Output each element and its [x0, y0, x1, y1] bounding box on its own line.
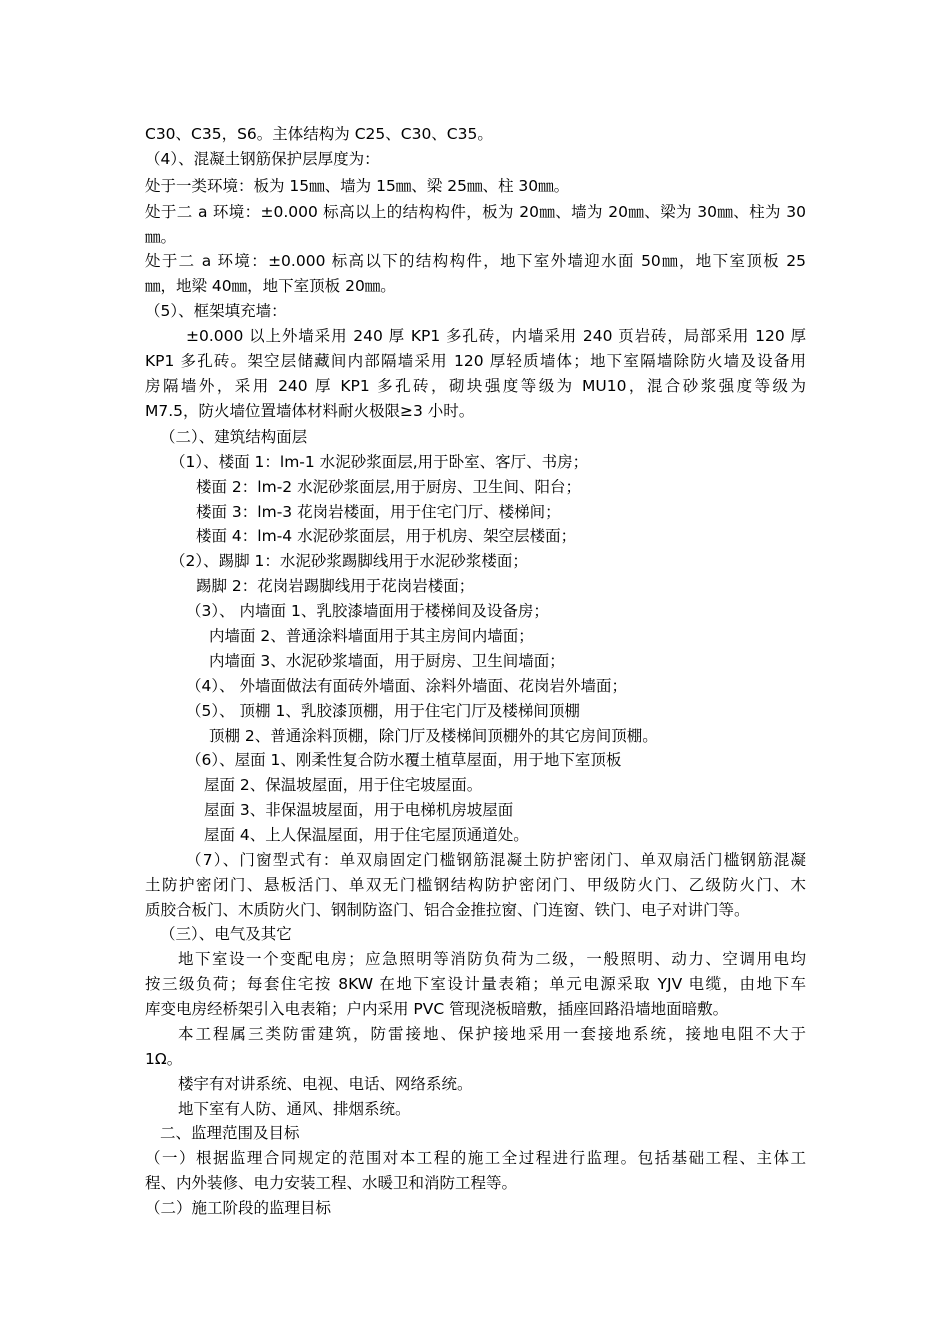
text-line: 处于二 a 环境：±0.000 标高以上的结构构件，板为 20㎜、墙为 20㎜、梁为 30㎜、柱为 30 — [145, 203, 806, 221]
text-line: 按三级负荷；每套住宅按 8KW 在地下室设计量表箱；单元电源采取 YJV 电缆，由地下车 — [145, 975, 806, 993]
text-line: ㎜，地梁 40㎜，地下室顶板 20㎜。 — [145, 277, 396, 295]
text-line: 楼宇有对讲系统、电视、电话、网络系统。 — [178, 1075, 473, 1093]
text-line: 顶棚 2、普通涂料顶棚，除门厅及楼梯间顶棚外的其它房间顶棚。 — [209, 727, 658, 745]
text-line: 房隔墙外，采用 240 厚 KP1 多孔砖，砌块强度等级为 MU10，混合砂浆强度等级为 — [145, 377, 806, 395]
text-line: （一）根据监理合同规定的范围对本工程的施工全过程进行监理。包括基础工程、主体工 — [145, 1149, 806, 1167]
text-line: （7）、门窗型式有：单双扇固定门槛钢筋混凝土防护密闭门、单双扇活门槛钢筋混凝 — [186, 851, 806, 869]
text-line: ±0.000 以上外墙采用 240 厚 KP1 多孔砖，内墙采用 240 页岩砖，局部采用 120 厚 — [186, 327, 806, 345]
text-line: C30、C35，S6。主体结构为 C25、C30、C35。 — [145, 125, 493, 143]
text-line: 本工程属三类防雷建筑，防雷接地、保护接地采用一套接地系统，接地电阻不大于 — [178, 1025, 806, 1043]
section-heading: 二、监理范围及目标 — [160, 1124, 300, 1142]
text-line: 处于二 a 环境：±0.000 标高以下的结构构件，地下室外墙迎水面 50㎜，地下室顶板 25 — [145, 252, 806, 270]
text-line: （4）、混凝土钢筋保护层厚度为： — [145, 150, 380, 168]
text-line: 踢脚 2：花岗岩踢脚线用于花岗岩楼面； — [196, 577, 475, 595]
text-line: KP1 多孔砖。架空层储藏间内部隔墙采用 120 厚轻质墙体；地下室隔墙除防火墙及设备用 — [145, 352, 806, 370]
text-line: 屋面 3、非保温坡屋面，用于电梯机房坡屋面 — [204, 801, 514, 819]
text-line: （6）、屋面 1、刚柔性复合防水覆土植草屋面，用于地下室顶板 — [186, 751, 622, 769]
text-line: ㎜。 — [145, 228, 177, 246]
text-line: （1）、楼面 1：lm-1 水泥砂浆面层,用于卧室、客厅、书房； — [170, 453, 589, 471]
text-line: M7.5，防火墙位置墙体材料耐火极限≥3 小时。 — [145, 402, 475, 420]
text-line: 楼面 4：lm-4 水泥砂浆面层，用于机房、架空层楼面； — [196, 527, 577, 545]
section-heading: （三）、电气及其它 — [160, 925, 292, 943]
section-heading: （二）施工阶段的监理目标 — [145, 1199, 332, 1217]
text-line: 楼面 2：lm-2 水泥砂浆面层,用于厨房、卫生间、阳台； — [196, 478, 582, 496]
text-line: 内墙面 2、普通涂料墙面用于其主房间内墙面； — [209, 627, 534, 645]
text-line: 地下室设一个变配电房；应急照明等消防负荷为二级，一般照明、动力、空调用电均 — [178, 950, 806, 968]
text-line: 质胶合板门、木质防火门、钢制防盗门、铝合金推拉窗、门连窗、铁门、电子对讲门等。 — [145, 901, 750, 919]
text-line: 屋面 2、保温坡屋面，用于住宅坡屋面。 — [204, 776, 483, 794]
text-line: 地下室有人防、通风、排烟系统。 — [178, 1100, 411, 1118]
text-line: 库变电房经桥架引入电表箱；户内采用 PVC 管现浇板暗敷，插座回路沿墙地面暗敷。 — [145, 1000, 729, 1018]
section-heading: （二）、建筑结构面层 — [160, 428, 308, 446]
text-line: 处于一类环境：板为 15㎜、墙为 15㎜、梁 25㎜、柱 30㎜。 — [145, 177, 570, 195]
text-line: 1Ω。 — [145, 1050, 183, 1068]
text-line: 楼面 3：lm-3 花岗岩楼面，用于住宅门厅、楼梯间； — [196, 503, 561, 521]
text-line: （2）、踢脚 1：水泥砂浆踢脚线用于水泥砂浆楼面； — [170, 552, 528, 570]
text-line: （3）、 内墙面 1、乳胶漆墙面用于楼梯间及设备房； — [186, 602, 549, 620]
text-line: （5）、框架填充墙： — [145, 302, 287, 320]
text-line: （4）、 外墙面做法有面砖外墙面、涂料外墙面、花岗岩外墙面； — [186, 677, 628, 695]
text-line: 内墙面 3、水泥砂浆墙面，用于厨房、卫生间墙面； — [209, 652, 565, 670]
text-line: （5）、 顶棚 1、乳胶漆顶棚，用于住宅门厅及楼梯间顶棚 — [186, 702, 580, 720]
text-line: 土防护密闭门、悬板活门、单双无门槛钢结构防护密闭门、甲级防火门、乙级防火门、木 — [145, 876, 806, 894]
text-line: 屋面 4、上人保温屋面，用于住宅屋顶通道处。 — [204, 826, 529, 844]
text-line: 程、内外装修、电力安装工程、水暖卫和消防工程等。 — [145, 1174, 518, 1192]
